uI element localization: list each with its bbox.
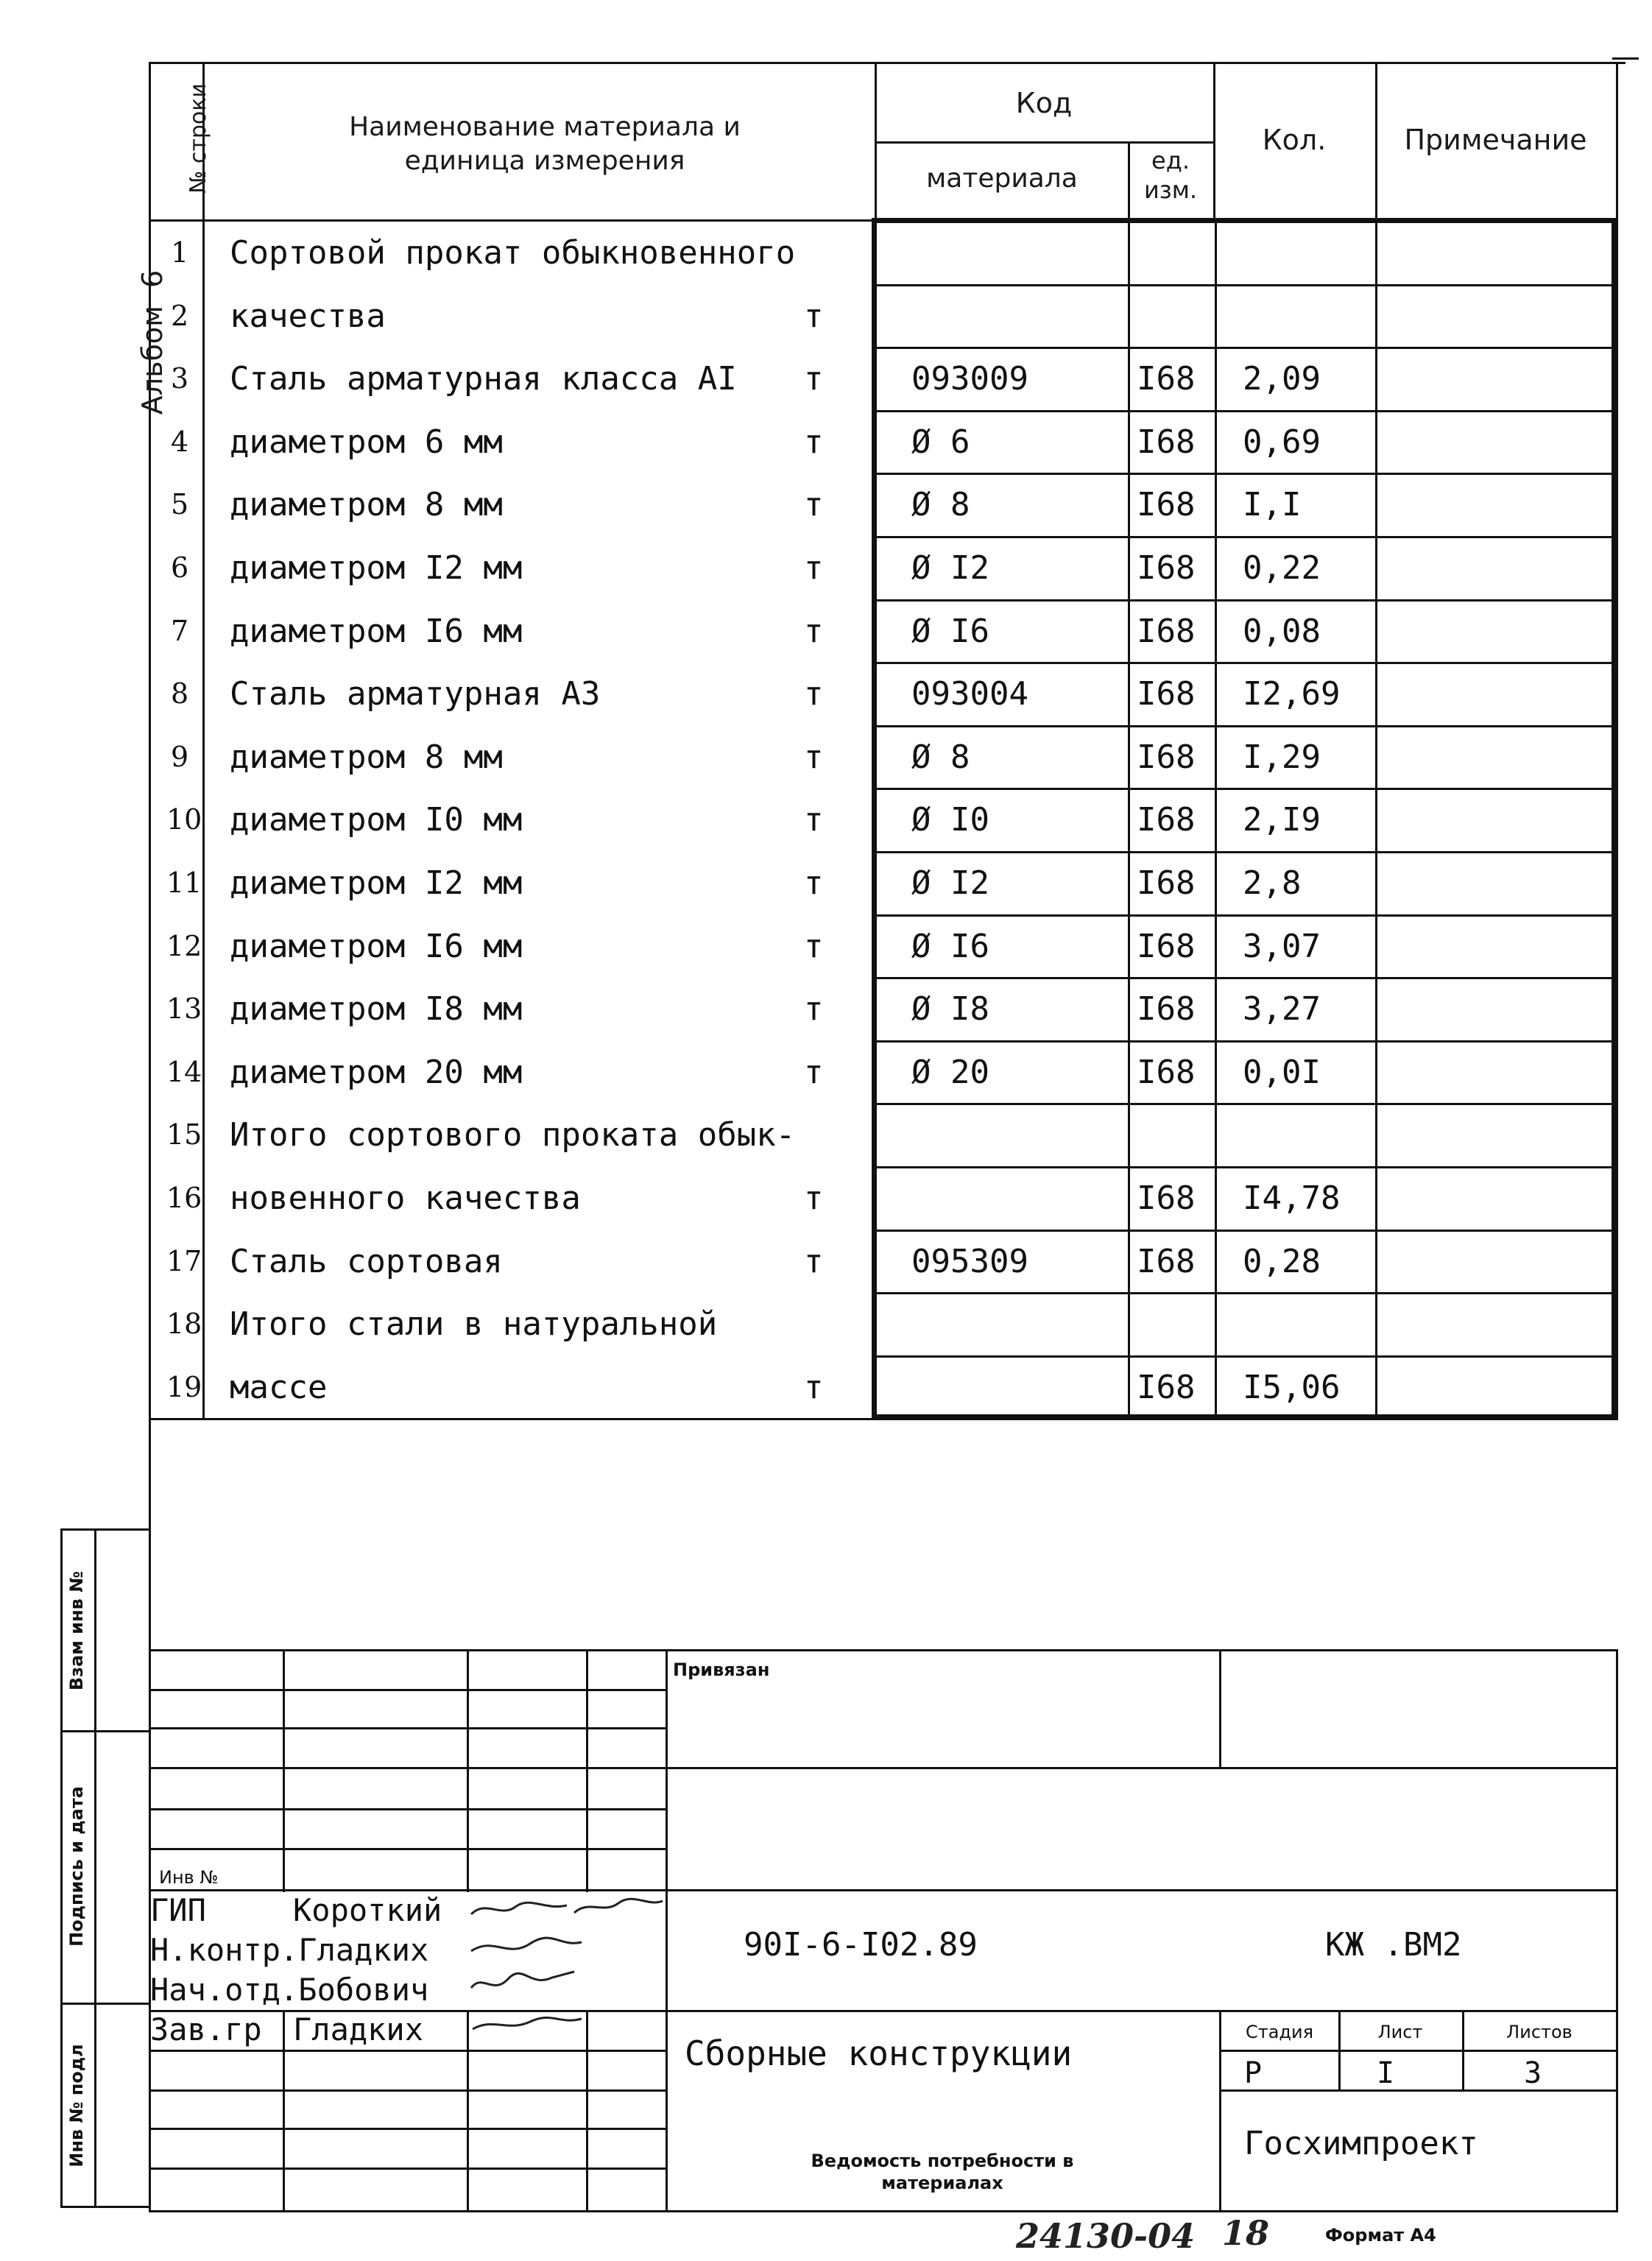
stamp-h11 bbox=[149, 2167, 666, 2170]
row-code: 093009 bbox=[911, 360, 1028, 398]
name-3: .Бобович bbox=[280, 1972, 429, 2008]
row-code: Ø I6 bbox=[911, 612, 989, 650]
row-number: 16 bbox=[166, 1182, 202, 1214]
stamp-v6 bbox=[1219, 2011, 1221, 2210]
row-qty: 2,8 bbox=[1243, 864, 1302, 902]
role-2: Н.контр bbox=[150, 1932, 281, 1968]
vzam-inv-label: Взам инв № bbox=[66, 1570, 87, 1691]
frame-top-line bbox=[149, 62, 1625, 64]
row-qty: I,29 bbox=[1243, 738, 1321, 776]
stamp-h4 bbox=[149, 1808, 666, 1810]
row-name: новенного качества bbox=[230, 1179, 581, 1217]
row-qty: 0,0I bbox=[1243, 1053, 1321, 1091]
row-name: диаметром I6 мм bbox=[230, 612, 523, 650]
row-number: 10 bbox=[166, 803, 202, 836]
margin-sep-2 bbox=[60, 2003, 149, 2005]
doc-mark: КЖ .ВМ2 bbox=[1325, 1926, 1462, 1964]
row-ed: I68 bbox=[1137, 1368, 1196, 1406]
row-ed: I68 bbox=[1137, 549, 1196, 587]
table-bottom-line bbox=[149, 1418, 1618, 1420]
row-code: Ø I2 bbox=[911, 549, 989, 587]
row-unit-letter: т bbox=[804, 1053, 824, 1091]
row-number: 11 bbox=[166, 867, 202, 899]
row-separator bbox=[875, 284, 1614, 286]
row-number: 13 bbox=[166, 992, 202, 1026]
row-ed: I68 bbox=[1137, 1242, 1196, 1280]
row-number: 8 bbox=[171, 677, 189, 710]
header-material: материала bbox=[926, 163, 1078, 194]
stamp-subtitle: Ведомость потребности в материалах bbox=[811, 2151, 1074, 2193]
row-number: 1 bbox=[171, 236, 189, 269]
row-number: 4 bbox=[171, 425, 189, 458]
name-4: Гладких bbox=[293, 2011, 424, 2047]
stamp-v2 bbox=[467, 1649, 469, 1892]
row-unit-letter: т bbox=[804, 675, 824, 713]
row-separator bbox=[875, 599, 1614, 602]
stamp-h8b bbox=[1219, 2050, 1617, 2052]
row-ed: I68 bbox=[1137, 1179, 1196, 1217]
row-number: 12 bbox=[166, 929, 202, 962]
row-separator bbox=[875, 1103, 1614, 1105]
row-number: 7 bbox=[171, 614, 189, 647]
row-name: диаметром I6 мм bbox=[230, 927, 523, 965]
row-unit-letter: т bbox=[804, 1368, 824, 1406]
row-number: 15 bbox=[166, 1118, 202, 1151]
stage-value: Р bbox=[1244, 2056, 1263, 2090]
row-unit-letter: т bbox=[804, 1179, 824, 1217]
row-code: Ø 20 bbox=[911, 1053, 989, 1091]
row-number: 14 bbox=[166, 1055, 202, 1088]
row-unit-letter: т bbox=[804, 738, 824, 776]
header-row-no: № строки bbox=[186, 83, 211, 194]
header-unit: ед. изм. bbox=[1143, 147, 1198, 204]
row-name: диаметром 8 мм bbox=[230, 738, 503, 776]
row-unit-letter: т bbox=[804, 990, 824, 1029]
row-name: массе bbox=[230, 1368, 328, 1406]
col-rowno-line bbox=[202, 62, 205, 1418]
stamp-h6 bbox=[149, 1889, 1618, 1891]
sheets-label: Листов bbox=[1506, 2022, 1572, 2042]
row-name: диаметром I2 мм bbox=[230, 864, 523, 902]
row-name: Сталь сортовая bbox=[230, 1242, 503, 1280]
margin-sep-1 bbox=[60, 1730, 149, 1732]
row-separator bbox=[875, 536, 1614, 538]
row-ed: I68 bbox=[1137, 1053, 1196, 1091]
row-unit-letter: т bbox=[804, 801, 824, 839]
row-name: Сталь арматурная А3 bbox=[230, 675, 601, 713]
row-code: Ø I0 bbox=[911, 801, 989, 839]
row-unit-letter: т bbox=[804, 360, 824, 398]
row-separator bbox=[875, 725, 1614, 727]
row-name: диаметром 20 мм bbox=[230, 1053, 523, 1091]
row-unit-letter: т bbox=[804, 297, 824, 335]
row-unit-letter: т bbox=[804, 612, 824, 650]
row-ed: I68 bbox=[1137, 990, 1196, 1029]
row-number: 17 bbox=[166, 1244, 202, 1277]
row-qty: 3,07 bbox=[1243, 927, 1321, 965]
stamp-v5 bbox=[1219, 1649, 1221, 1767]
header-code: Код bbox=[1015, 87, 1073, 119]
row-code: Ø 6 bbox=[911, 423, 970, 461]
row-qty: 2,I9 bbox=[1243, 801, 1321, 839]
margin-left-line bbox=[60, 1528, 63, 2206]
row-qty: 2,09 bbox=[1243, 360, 1321, 398]
row-ed: I68 bbox=[1137, 423, 1196, 461]
stamp-h1 bbox=[149, 1689, 666, 1691]
row-number: 3 bbox=[171, 362, 189, 395]
row-code: Ø I8 bbox=[911, 990, 989, 1029]
row-ed: I68 bbox=[1137, 612, 1196, 650]
sheet-value: I bbox=[1377, 2056, 1395, 2090]
row-number: 18 bbox=[166, 1308, 202, 1341]
row-unit-letter: т bbox=[804, 1242, 824, 1280]
sheets-value: 3 bbox=[1524, 2056, 1542, 2090]
stamp-h3 bbox=[149, 1767, 1618, 1769]
row-separator bbox=[875, 1292, 1614, 1294]
row-qty: 0,69 bbox=[1243, 423, 1321, 461]
inv-no-label: Инв № bbox=[159, 1867, 219, 1888]
frame-top-tick bbox=[1612, 57, 1639, 60]
row-name: диаметром I0 мм bbox=[230, 801, 523, 839]
row-unit-letter: т bbox=[804, 927, 824, 965]
row-name: Сортовой прокат обыкновенного bbox=[230, 234, 796, 272]
row-separator bbox=[875, 347, 1614, 349]
row-separator bbox=[875, 1230, 1614, 1232]
row-number: 5 bbox=[171, 488, 189, 521]
signatures-drawing bbox=[464, 1885, 670, 2047]
stamp-left-line bbox=[149, 1531, 151, 2212]
stamp-top-line bbox=[149, 1649, 1618, 1651]
row-ed: I68 bbox=[1137, 360, 1196, 398]
row-separator bbox=[875, 1166, 1614, 1168]
row-separator bbox=[875, 662, 1614, 664]
code-subheader-line bbox=[875, 141, 1213, 144]
header-name: Наименование материала и единица измерения bbox=[349, 112, 741, 176]
stamp-right-line bbox=[1616, 1649, 1618, 2212]
stamp-h9b bbox=[1219, 2089, 1617, 2092]
role-3: Нач.отд bbox=[150, 1972, 281, 2008]
row-separator bbox=[875, 1355, 1614, 1358]
row-ed: I68 bbox=[1137, 738, 1196, 776]
row-ed: I68 bbox=[1137, 864, 1196, 902]
podpis-data-label: Подпись и дата bbox=[66, 1786, 87, 1947]
row-qty: I2,69 bbox=[1243, 675, 1341, 713]
row-name: Итого стали в натуральной bbox=[230, 1305, 718, 1344]
stamp-v3 bbox=[586, 1649, 588, 1892]
album-label: Альбом 6 bbox=[136, 269, 169, 415]
row-number: 6 bbox=[171, 551, 189, 584]
row-separator bbox=[875, 1040, 1614, 1043]
stamp-h8 bbox=[149, 2050, 666, 2052]
margin-inner-line bbox=[94, 1528, 96, 2206]
row-separator bbox=[875, 410, 1614, 412]
row-qty: I,I bbox=[1243, 486, 1302, 524]
row-qty: I4,78 bbox=[1243, 1179, 1341, 1217]
org-name: Госхимпроект bbox=[1244, 2125, 1478, 2162]
row-number: 9 bbox=[171, 740, 189, 773]
row-qty: 3,27 bbox=[1243, 990, 1321, 1029]
name-2: .Гладких bbox=[280, 1932, 429, 1968]
footer-number: 24130-04 bbox=[1016, 2216, 1196, 2256]
row-separator bbox=[875, 473, 1614, 475]
row-ed: I68 bbox=[1137, 486, 1196, 524]
stamp-title: Сборные конструкции bbox=[685, 2034, 1073, 2073]
row-name: диаметром 8 мм bbox=[230, 486, 503, 524]
stamp-v1 bbox=[283, 1649, 285, 1892]
col-qty-line bbox=[1215, 219, 1217, 1418]
row-qty: I5,06 bbox=[1243, 1368, 1341, 1406]
row-code: Ø 8 bbox=[911, 486, 970, 524]
footer-format: Формат А4 bbox=[1325, 2225, 1436, 2246]
row-name: качества bbox=[230, 297, 386, 335]
row-name: диаметром I2 мм bbox=[230, 549, 523, 587]
stamp-h5 bbox=[149, 1848, 666, 1850]
row-name: Сталь арматурная класса AI bbox=[230, 360, 737, 398]
doc-code: 90I-6-I02.89 bbox=[744, 1926, 978, 1964]
row-separator bbox=[875, 851, 1614, 853]
row-name: Итого сортового проката обык- bbox=[230, 1116, 796, 1154]
row-ed: I68 bbox=[1137, 675, 1196, 713]
margin-bottom-line bbox=[60, 2206, 149, 2208]
row-unit-letter: т bbox=[804, 423, 824, 461]
row-qty: 0,08 bbox=[1243, 612, 1321, 650]
margin-top-line bbox=[60, 1528, 149, 1531]
role-1: ГИП bbox=[150, 1892, 206, 1928]
row-name: диаметром I8 мм bbox=[230, 990, 523, 1029]
row-separator bbox=[875, 977, 1614, 979]
row-unit-letter: т bbox=[804, 864, 824, 902]
row-code: Ø I2 bbox=[911, 864, 989, 902]
row-code: Ø I6 bbox=[911, 927, 989, 965]
col-note-line bbox=[1375, 219, 1377, 1418]
privyazan-label: Привязан bbox=[673, 1659, 770, 1680]
row-code: Ø 8 bbox=[911, 738, 970, 776]
row-ed: I68 bbox=[1137, 927, 1196, 965]
stamp-h9 bbox=[149, 2089, 666, 2092]
header-note: Примечание bbox=[1404, 124, 1587, 156]
row-name: диаметром 6 мм bbox=[230, 423, 503, 461]
sheet-label: Лист bbox=[1377, 2022, 1423, 2042]
role-4: Зав.гр bbox=[150, 2011, 262, 2047]
header-qty: Кол. bbox=[1262, 124, 1327, 156]
inv-podl-label: Инв № подл bbox=[66, 2044, 87, 2167]
row-ed: I68 bbox=[1137, 801, 1196, 839]
row-qty: 0,22 bbox=[1243, 549, 1321, 587]
name-1: Короткий bbox=[293, 1892, 442, 1928]
row-separator bbox=[875, 788, 1614, 790]
stamp-h2 bbox=[149, 1727, 666, 1729]
stamp-v1b bbox=[283, 2011, 285, 2210]
footer-page: 18 bbox=[1222, 2213, 1270, 2253]
stamp-h10 bbox=[149, 2128, 666, 2130]
row-qty: 0,28 bbox=[1243, 1242, 1321, 1280]
row-code: 095309 bbox=[911, 1242, 1028, 1280]
row-code: 093004 bbox=[911, 675, 1028, 713]
row-unit-letter: т bbox=[804, 549, 824, 587]
row-number: 2 bbox=[171, 299, 189, 332]
row-number: 19 bbox=[166, 1370, 202, 1403]
stamp-bottom-line bbox=[149, 2210, 1618, 2212]
col-unit-line bbox=[1128, 219, 1130, 1418]
row-separator bbox=[875, 914, 1614, 917]
row-unit-letter: т bbox=[804, 486, 824, 524]
stage-label: Стадия bbox=[1245, 2022, 1314, 2042]
